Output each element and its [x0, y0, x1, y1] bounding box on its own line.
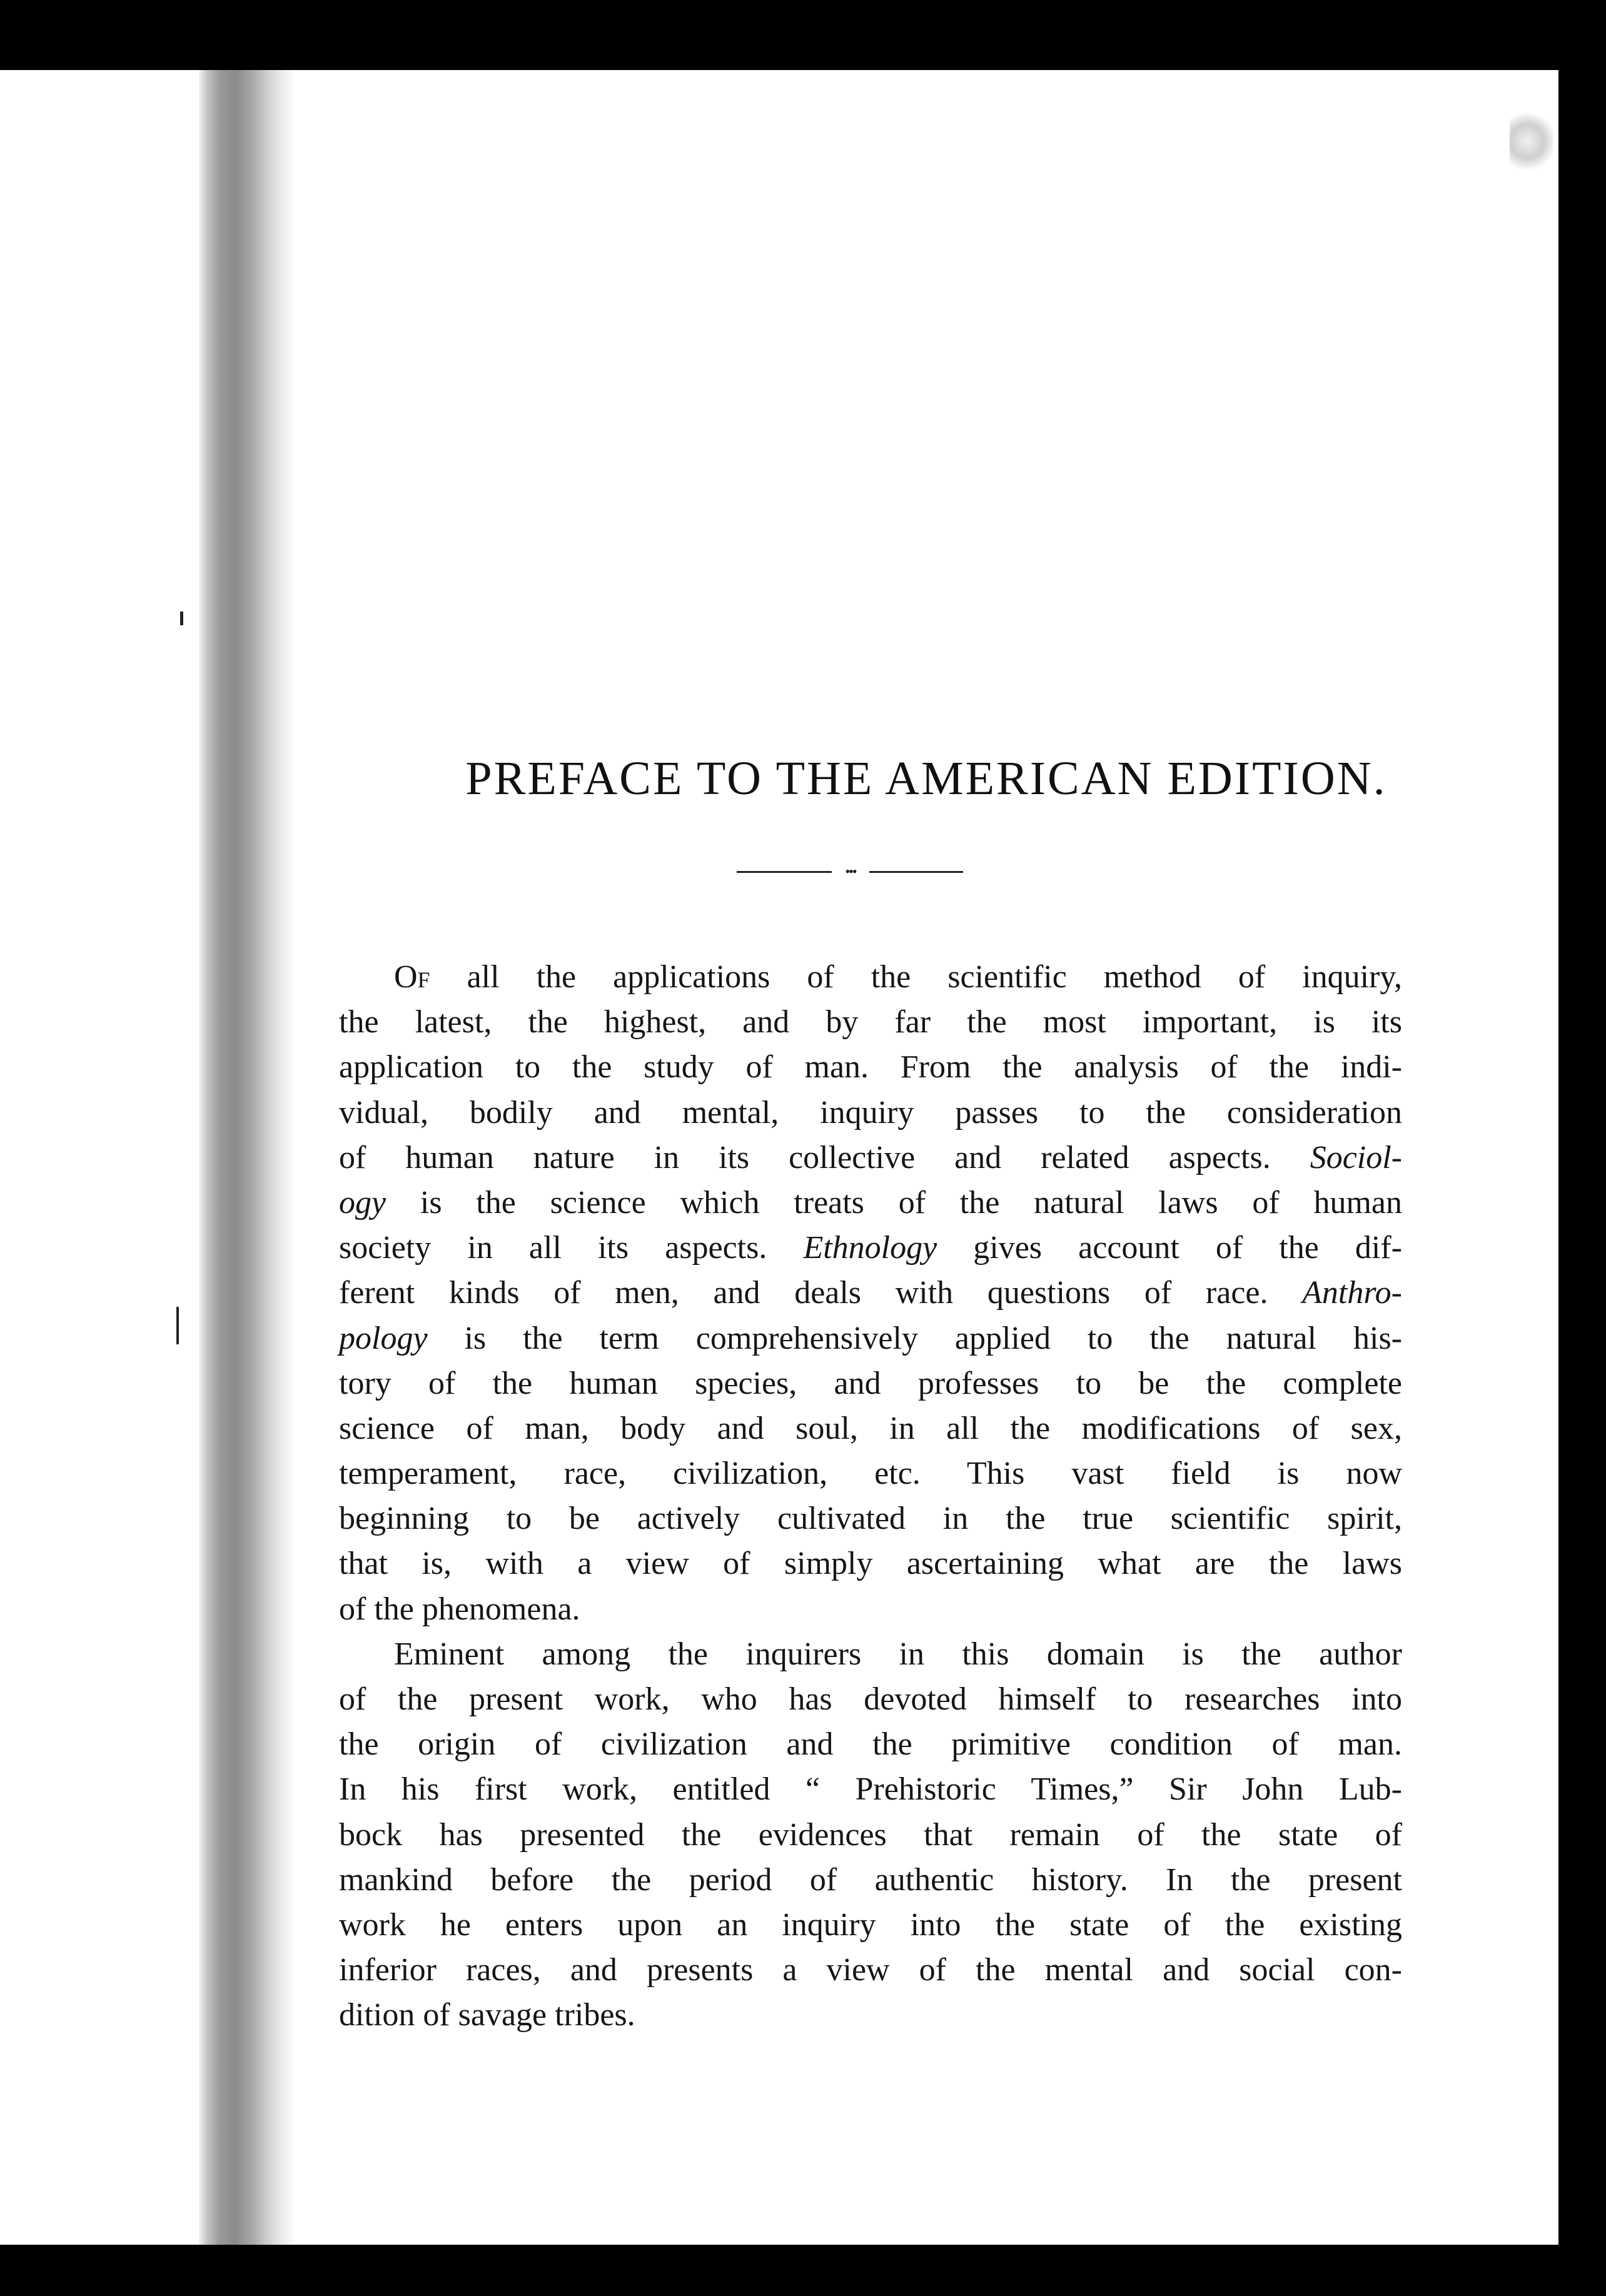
- text-line: work he enters upon an inquiry into the state of the existing: [339, 1906, 1402, 1943]
- text-line: bock has presented the evidences that remain of the state of: [339, 1816, 1402, 1853]
- text-line: vidual, bodily and mental, inquiry passes to the consideration: [339, 1094, 1402, 1130]
- left-page-edge: [0, 70, 199, 2245]
- text-line: of the phenomena.: [339, 1591, 580, 1627]
- text-line: mankind before the period of authentic history. In the present: [339, 1861, 1402, 1898]
- text-line: [339, 1271, 1402, 1316]
- italic-term: Ethnology: [803, 1230, 937, 1266]
- text-line: In his first work, entitled “ Prehistoric Times,” Sir John Lub-: [339, 1771, 1402, 1808]
- text-line: [339, 1135, 1402, 1181]
- text-line: beginning to be actively cultivated in the true scientific spirit,: [339, 1501, 1402, 1537]
- text-line: temperament, race, civilization, etc. This vast field is now: [339, 1456, 1402, 1492]
- page-mark: [180, 612, 183, 625]
- paragraph: [339, 1632, 1402, 2038]
- text-line: [339, 955, 1402, 1000]
- text-line: Eminent among the inquirers in this domain is the author: [394, 1636, 1402, 1672]
- line-text: is the term comprehensively applied to the natural his-: [427, 1320, 1402, 1356]
- book-page: [294, 70, 1558, 2245]
- preface-text: [339, 955, 1402, 2038]
- page-corner-wear: [1510, 108, 1553, 183]
- text-line: tory of the human species, and professes to be the complete: [339, 1365, 1402, 1401]
- italic-term: Anthro-: [1302, 1275, 1402, 1311]
- ornament-rule-left: [737, 871, 832, 873]
- italic-term: pology: [339, 1320, 428, 1356]
- text-line: [339, 1316, 1402, 1361]
- italic-term: Sociol-: [1310, 1139, 1402, 1176]
- italic-term: ogy: [339, 1184, 386, 1221]
- line-text: gives account of the dif-: [937, 1230, 1402, 1266]
- page-title: PREFACE TO THE AMERICAN EDITION.: [465, 752, 1387, 805]
- text-line: of the present work, who has devoted himself to researches into: [339, 1681, 1402, 1717]
- text-line: that is, with a view of simply ascertaining what are the laws: [339, 1546, 1402, 1582]
- paragraph: [339, 955, 1402, 1632]
- text-line: dition of savage tribes.: [339, 1997, 635, 2033]
- text-line: [339, 1226, 1402, 1271]
- text-line: inferior races, and presents a view of the mental and social con-: [339, 1952, 1402, 1988]
- text-line: application to the study of man. From the analysis of the indi-: [339, 1049, 1402, 1085]
- ornament-dots: •••: [845, 864, 856, 879]
- page-mark: [176, 1307, 179, 1344]
- text-line: the latest, the highest, and by far the most important, is its: [339, 1004, 1402, 1040]
- book-gutter: [199, 70, 294, 2245]
- text-line: the origin of civilization and the primitive condition of man.: [339, 1726, 1402, 1763]
- line-text: ferent kinds of men, and deals with questions of race.: [339, 1275, 1303, 1311]
- drop-word: Of: [394, 959, 430, 995]
- line-text: is the science which treats of the natural laws of human: [386, 1184, 1402, 1221]
- line-text: society in all its aspects.: [339, 1230, 804, 1266]
- title-ornament: [737, 864, 963, 879]
- line-text: of human nature in its collective and related aspects.: [339, 1139, 1310, 1176]
- ornament-rule-right: [869, 871, 963, 873]
- line-text: all the applications of the scientific method of inquiry,: [430, 959, 1402, 995]
- text-line: science of man, body and soul, in all the modifications of sex,: [339, 1410, 1402, 1446]
- text-line: [339, 1181, 1402, 1226]
